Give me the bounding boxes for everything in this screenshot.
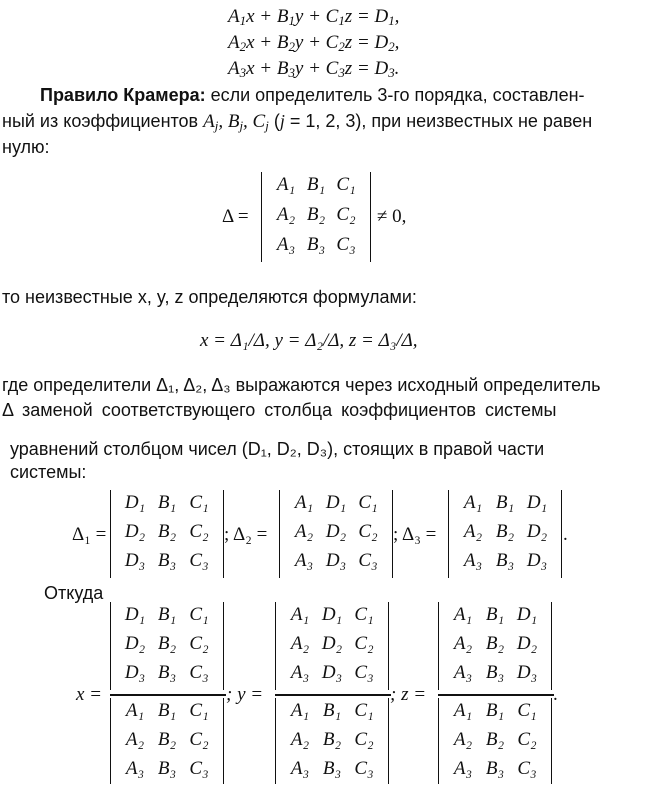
det-cell: C₁ — [358, 492, 378, 513]
rule-line-2: ный из коэффициентов $A_j$, $B_j$, $C_j$ (j = 1, 2, 3), при неизвестных не равен — [2, 111, 593, 134]
rule-line-3: нулю: — [2, 137, 50, 157]
y-den-det — [275, 698, 389, 784]
det-cell: C₂ — [189, 729, 209, 750]
rule-line2-e: = 1, 2, 3), при неизвестных не равен — [284, 111, 593, 131]
det-cell: C₂ — [358, 521, 378, 542]
det-cell: B₂ — [157, 633, 177, 654]
det-cell: C₂ — [189, 521, 209, 542]
det-cell: D₂ — [124, 521, 146, 542]
det-cell: C₁ — [354, 700, 374, 721]
det-cell: B₂ — [485, 633, 505, 654]
det1-label: Δ₁ = — [72, 524, 107, 545]
det-cell: C₁ — [517, 700, 537, 721]
det-cell: B₃ — [157, 758, 177, 779]
det-cell: A₃ — [463, 550, 483, 571]
var-c: , C — [243, 111, 266, 132]
det-cell: B₁ — [485, 604, 505, 625]
det-cell: A₃ — [290, 758, 310, 779]
otkuda-text: Откуда — [44, 583, 104, 603]
det-cell: C₃ — [189, 758, 209, 779]
det-cell: D₁ — [516, 604, 538, 625]
det-cell: C₃ — [336, 234, 356, 255]
det-cell: A₃ — [290, 662, 310, 683]
det-cell: B₃ — [495, 550, 515, 571]
det-cell: A₁ — [290, 604, 310, 625]
det-cell: C₂ — [189, 633, 209, 654]
det-cell: D₂ — [516, 633, 538, 654]
where-line-1: где определители Δ₁, Δ₂, Δ₃ выражаются через исходный определитель — [2, 375, 601, 395]
x-den-det — [110, 698, 224, 784]
det-cell: D₃ — [526, 550, 548, 571]
det-cell: A₁ — [453, 700, 473, 721]
x-num-det — [110, 602, 224, 690]
det-cell: C₃ — [354, 758, 374, 779]
det-cell: D₂ — [325, 521, 347, 542]
det-cell: C₂ — [354, 633, 374, 654]
det-cell: C₁ — [354, 604, 374, 625]
det-cell: B₃ — [322, 758, 342, 779]
det-cell: B₂ — [322, 729, 342, 750]
det-cell: D₃ — [325, 550, 347, 571]
y-fraction-bar — [275, 694, 391, 696]
det-cell: B₃ — [485, 662, 505, 683]
det-cell: D₁ — [124, 492, 146, 513]
det-cell: D₁ — [124, 604, 146, 625]
main-det-prefix: Δ = — [222, 206, 249, 227]
det-cell: C₂ — [354, 729, 374, 750]
where-line-4: системы: — [10, 462, 87, 482]
where-line-3: уравнений столбцом чисел (D₁, D₂, D₃), стоящих в правой части — [10, 439, 545, 459]
det-cell: B₂ — [495, 521, 515, 542]
det-cell: C₃ — [517, 758, 537, 779]
det-cell: D₁ — [325, 492, 347, 513]
then-text: то неизвестные x, y, z определяются формулами: — [2, 287, 417, 307]
det-cell: A₁ — [125, 700, 145, 721]
det-cell: B₁ — [322, 700, 342, 721]
det-cell: A₁ — [294, 492, 314, 513]
det-cell: A₁ — [290, 700, 310, 721]
det-cell: C₃ — [354, 662, 374, 683]
var-j: j — [279, 111, 285, 131]
det-cell: A₃ — [294, 550, 314, 571]
rule-title: Правило Крамера: — [40, 85, 206, 105]
formulas: x = Δ₁/Δ, y = Δ₂/Δ, z = Δ₃/Δ, — [200, 330, 418, 351]
z-den-det — [438, 698, 552, 784]
det-cell: B₁ — [485, 700, 505, 721]
det-cell: B₃ — [157, 550, 177, 571]
det-cell: C₁ — [336, 174, 356, 195]
det-cell: A₂ — [125, 729, 145, 750]
det-cell: A₂ — [290, 633, 310, 654]
det-cell: A₁ — [453, 604, 473, 625]
det-row-period: . — [563, 524, 568, 545]
sub-j: j — [214, 118, 219, 134]
paren-open: ( — [268, 111, 280, 131]
det-cell: A₂ — [276, 204, 296, 225]
det-cell: D₂ — [321, 633, 343, 654]
det-3 — [448, 490, 562, 578]
det-cell: A₂ — [294, 521, 314, 542]
rule-line-1 — [40, 85, 585, 106]
equation-2: $A_2x + B_2y + C_2z = D_2$, — [228, 32, 400, 55]
det-cell: C₃ — [358, 550, 378, 571]
y-label: ; y = — [226, 684, 264, 705]
det2-label: ; Δ₂ = — [224, 524, 268, 545]
det-cell: A₂ — [453, 633, 473, 654]
rule-line2-a: ный из коэффициентов — [2, 111, 204, 131]
det-cell: D₁ — [526, 492, 548, 513]
rule-line1-text: если определитель 3-го порядка, составлен- — [205, 85, 585, 105]
equation-3: $A_3x + B_3y + C_3z = D_3$. — [228, 58, 400, 81]
final-period: . — [553, 684, 558, 705]
det-cell: D₃ — [124, 550, 146, 571]
det-2 — [279, 490, 393, 578]
x-fraction-bar — [110, 694, 226, 696]
main-det — [261, 172, 371, 262]
det-cell: B₃ — [306, 234, 326, 255]
det-cell: B₂ — [157, 521, 177, 542]
det-cell: A₁ — [463, 492, 483, 513]
det-cell: B₃ — [485, 758, 505, 779]
y-num-det — [275, 602, 389, 690]
equation-1: $A_1x + B_1y + C_1z = D_1$, — [228, 6, 400, 29]
z-num-det — [438, 602, 552, 690]
det-cell: B₂ — [485, 729, 505, 750]
det-cell: D₂ — [526, 521, 548, 542]
det-cell: C₃ — [189, 550, 209, 571]
det-cell: A₂ — [453, 729, 473, 750]
det3-label: ; Δ₃ = — [393, 524, 437, 545]
x-label: x = — [76, 684, 103, 705]
det-cell: A₃ — [453, 662, 473, 683]
det-cell: C₁ — [189, 700, 209, 721]
det-cell: A₃ — [125, 758, 145, 779]
var-b: , B — [218, 111, 240, 132]
det-cell: B₁ — [306, 174, 326, 195]
main-det-suffix: ≠ 0, — [377, 206, 407, 227]
var-a: A — [203, 111, 215, 132]
det-cell: D₃ — [516, 662, 538, 683]
det-cell: B₁ — [157, 492, 177, 513]
det-cell: B₃ — [157, 662, 177, 683]
where-line-2: Δ заменой соответствующего столбца коэффициентов системы — [2, 400, 557, 420]
det-cell: A₂ — [463, 521, 483, 542]
det-cell: A₃ — [276, 234, 296, 255]
det-cell: C₂ — [517, 729, 537, 750]
det-cell: A₂ — [290, 729, 310, 750]
det-cell: A₃ — [453, 758, 473, 779]
det-cell: C₁ — [189, 492, 209, 513]
det-cell: D₂ — [124, 633, 146, 654]
det-cell: A₁ — [276, 174, 296, 195]
det-cell: D₃ — [321, 662, 343, 683]
det-cell: B₁ — [495, 492, 515, 513]
det-cell: C₁ — [189, 604, 209, 625]
det-cell: D₃ — [124, 662, 146, 683]
det-cell: B₂ — [306, 204, 326, 225]
det-cell: B₂ — [157, 729, 177, 750]
det-cell: C₃ — [189, 662, 209, 683]
det-cell: B₁ — [157, 700, 177, 721]
z-label: ; z = — [390, 684, 427, 705]
det-cell: D₁ — [321, 604, 343, 625]
det-1 — [110, 490, 224, 578]
det-cell: B₁ — [157, 604, 177, 625]
det-cell: C₂ — [336, 204, 356, 225]
z-fraction-bar — [438, 694, 554, 696]
